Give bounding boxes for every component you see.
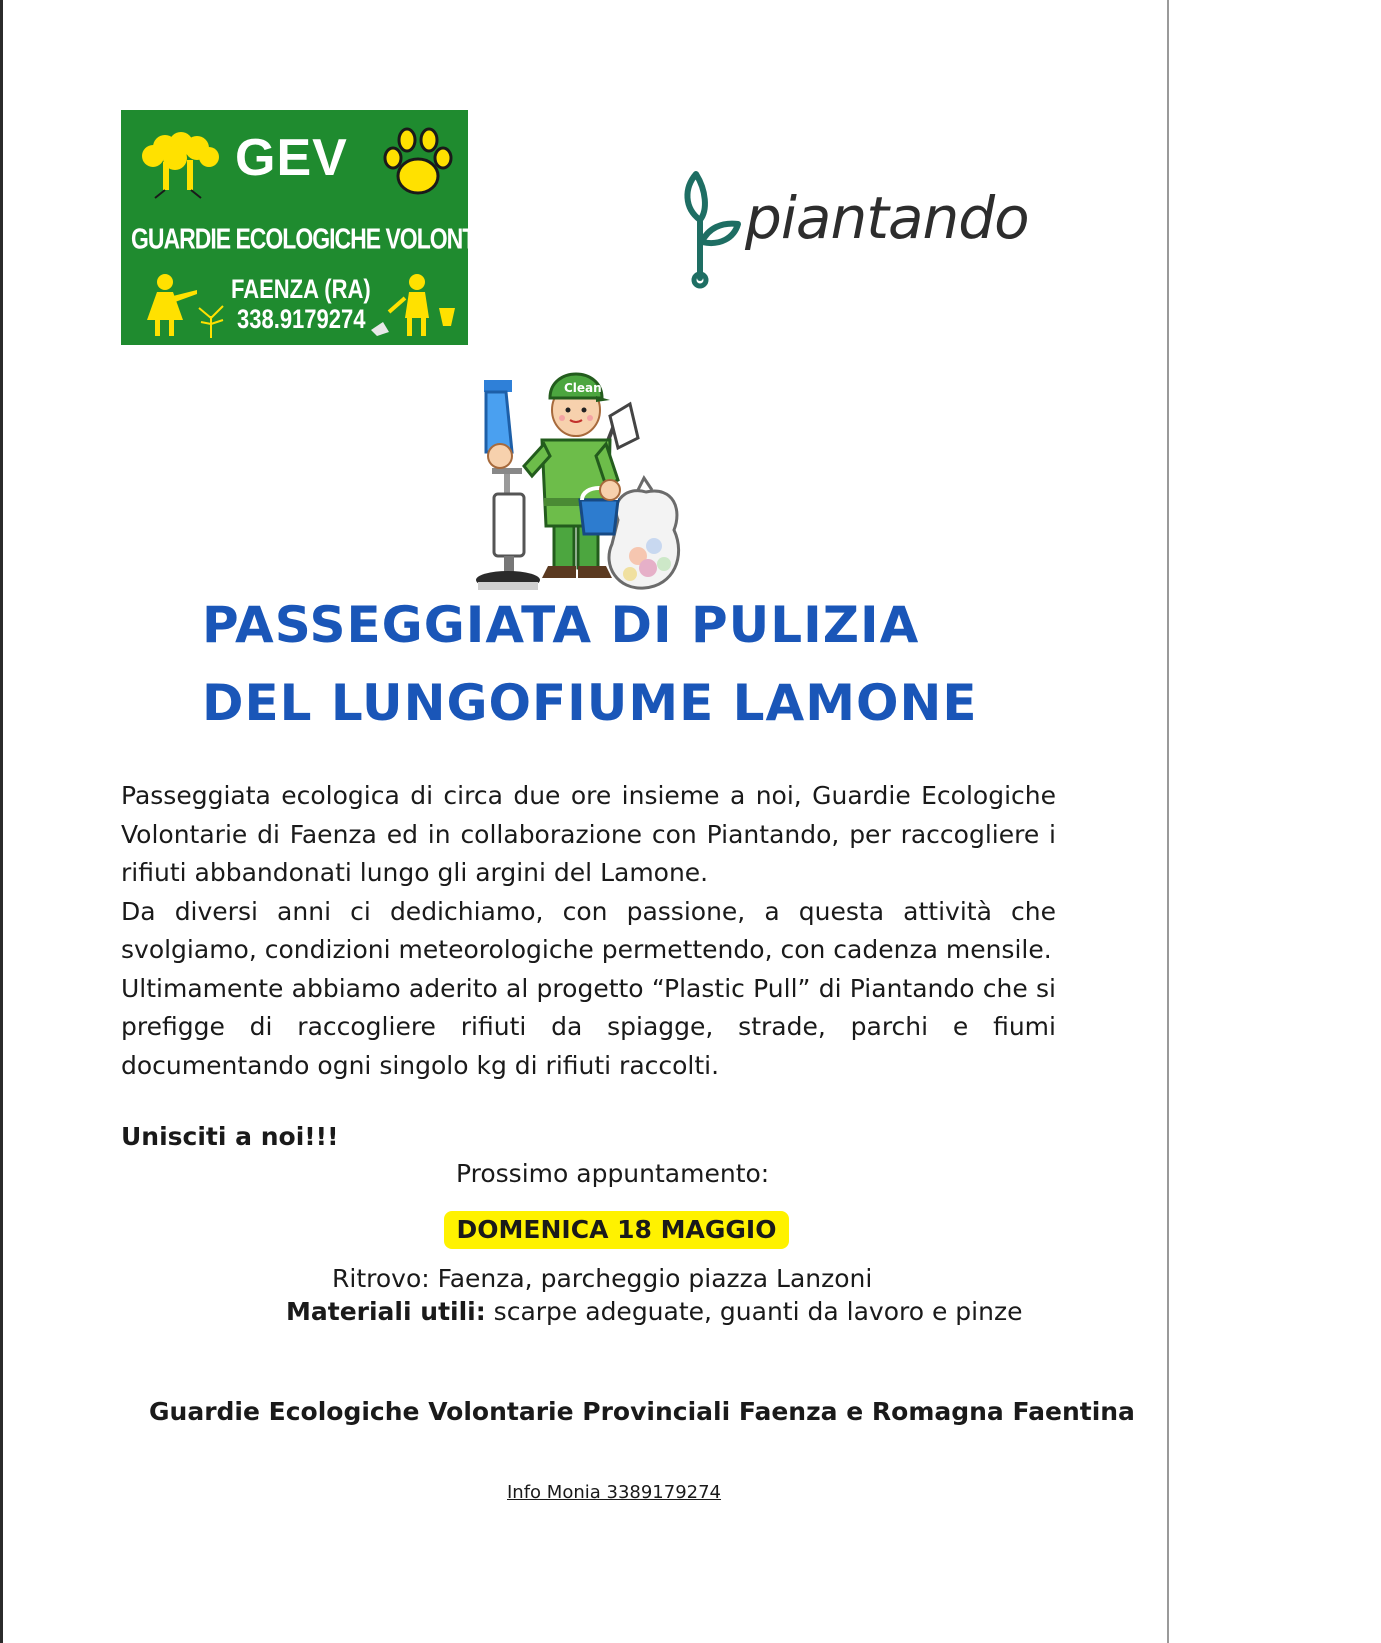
event-date-badge: DOMENICA 18 MAGGIO: [444, 1211, 789, 1249]
materials-label: Materiali utili:: [286, 1297, 486, 1326]
gev-subtitle: GUARDIE ECOLOGICHE VOLONTARIE: [131, 222, 525, 255]
materials-value: scarpe adeguate, guanti da lavoro e pinze: [485, 1297, 1023, 1326]
tree-icon: [135, 130, 223, 200]
cleaner-worker-illustration: [478, 360, 710, 598]
plant-icon: [191, 300, 231, 340]
gev-phone: 338.9179274: [237, 304, 366, 334]
gev-city: FAENZA (RA): [231, 274, 371, 304]
headline-line-2: DEL LUNGOFIUME LAMONE: [202, 674, 978, 732]
footer-organization: Guardie Ecologiche Volontarie Provinciali Faenza e Romagna Faentina: [149, 1397, 1135, 1426]
headline-line-1: PASSEGGIATA DI PULIZIA: [202, 596, 920, 654]
page-edge-right: [1167, 0, 1169, 1643]
gev-logo: [121, 110, 525, 345]
body-paragraph-1: Passeggiata ecologica di circa due ore insieme a noi, Guardie Ecologiche Volontarie di Faenza ed in collaborazione con Piantando, per raccogliere i rifiuti abbandonati lungo gli argini del Lamone.: [121, 781, 1056, 887]
contact-info-link[interactable]: Info Monia 3389179274: [507, 1482, 722, 1503]
floor-polisher-icon: [476, 468, 540, 590]
body-text: [121, 777, 1056, 1085]
cleaner-icon: [369, 272, 459, 342]
piantando-logo: [682, 170, 1029, 290]
meeting-point: Ritrovo: Faenza, parcheggio piazza Lanzoni: [332, 1264, 873, 1293]
page-edge-left: [0, 0, 3, 1643]
piantando-wordmark: piantando: [745, 184, 1029, 252]
cap-label: Clean: [564, 381, 602, 395]
body-paragraph-2: Da diversi anni ci dedichiamo, con passione, a questa attività che svolgiamo, condizioni meteorologiche permettendo, con cadenza mensile.: [121, 896, 1056, 964]
next-appointment-label: Prossimo appuntamento:: [456, 1159, 770, 1188]
body-paragraph-3: Ultimamente abbiamo aderito al progetto “Plastic Pull” di Piantando che si prefigge di raccogliere rifiuti da spiagge, strade, parchi e fiumi documentando ogni singolo kg di rifiuti raccolti.: [121, 973, 1056, 1080]
gev-title: GEV: [235, 129, 348, 187]
join-callout: Unisciti a noi!!!: [121, 1122, 339, 1151]
paw-icon: [379, 124, 457, 202]
spray-bottle-icon: [484, 380, 512, 452]
materials-line: [286, 1297, 1022, 1326]
sprout-icon: [682, 170, 742, 290]
